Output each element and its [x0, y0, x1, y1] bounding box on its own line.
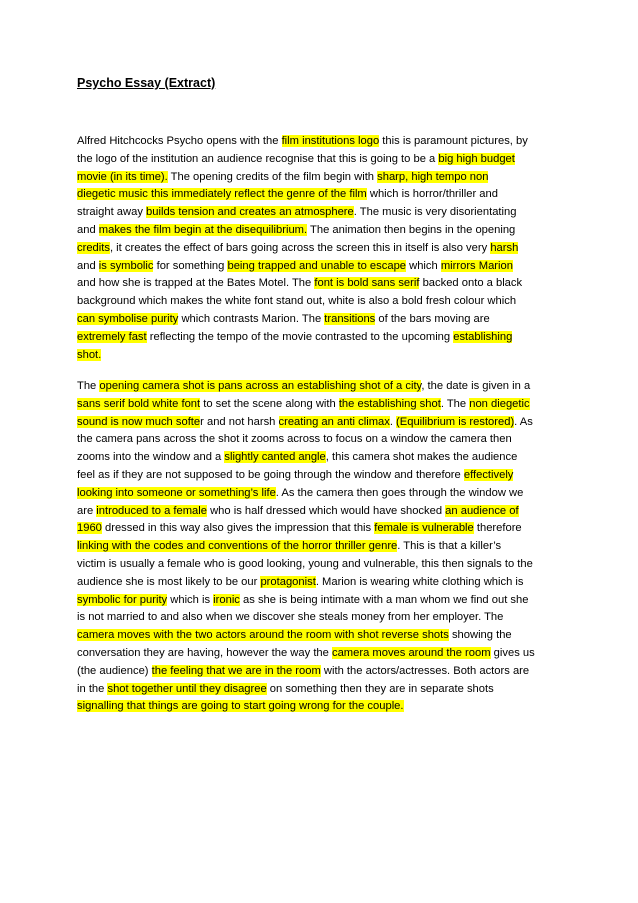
highlighted-text: is symbolic [98, 259, 154, 272]
text-run: as she is being intimate with a man whom we find out she [239, 593, 529, 606]
highlighted-text: female is vulnerable [374, 522, 474, 535]
text-run: with the actors/actresses. Both actors are [320, 664, 530, 677]
text-run: r and not harsh [200, 415, 279, 428]
text-run: for something [153, 259, 228, 272]
highlighted-text: diegetic music this immediately reflect the genre of the film [77, 188, 367, 201]
text-run: showing the [448, 629, 512, 642]
text-run: which contrasts Marion. The [178, 312, 325, 325]
text-line [77, 311, 557, 329]
text-run: which is [167, 593, 214, 606]
highlighted-text: being trapped and unable to escape [227, 259, 407, 272]
text-line [77, 329, 557, 347]
text-line [77, 378, 557, 396]
highlighted-text: font is bold sans serif [314, 277, 420, 290]
text-run: feel as if they are not supposed to be going through the window and therefore [77, 468, 464, 481]
text-run: . The music is very disorientating [353, 206, 517, 219]
text-line [77, 592, 557, 610]
text-line [77, 609, 557, 627]
text-run: . This is that a killer’s [397, 540, 502, 553]
highlighted-text: protagonist [260, 575, 316, 588]
highlighted-text: (Equilibrium is restored) [396, 415, 515, 428]
highlighted-text: camera moves around the room [331, 646, 491, 659]
highlighted-text: transitions [324, 312, 376, 325]
highlighted-text: sans serif bold white font [77, 397, 201, 410]
highlighted-text: sharp, high tempo non [377, 170, 489, 183]
highlighted-text: the establishing shot [338, 397, 441, 410]
highlighted-text: looking into someone or something’s life [77, 486, 276, 499]
text-run: . [389, 415, 397, 428]
text-run: , the date is given in a [421, 380, 531, 392]
text-line [77, 503, 557, 521]
text-run: (the audience) [77, 664, 152, 677]
text-line [77, 275, 557, 293]
text-run: is not married to and also when we discover she steals money from her employer. The [77, 611, 504, 624]
text-run: . As the camera then goes through the window we [275, 486, 524, 499]
highlighted-text: introduced to a female [96, 504, 207, 517]
highlighted-text: film institutions logo [281, 135, 380, 147]
highlighted-text: creating an anti climax [278, 415, 390, 428]
text-run: and [77, 259, 99, 272]
text-line [77, 186, 557, 204]
text-run: The opening credits of the film begin with [167, 170, 378, 183]
highlighted-text: non diegetic [469, 397, 530, 410]
text-run: which [406, 259, 441, 272]
text-run: in the [77, 682, 108, 695]
text-line [77, 574, 557, 592]
highlighted-text: opening camera shot is pans across an establishing shot of a city [99, 380, 422, 392]
text-run: who is half dressed which would have shocked [206, 504, 446, 517]
highlighted-text: can symbolise purity [77, 312, 179, 325]
highlighted-text: movie (in its time). [77, 170, 168, 183]
text-line [77, 520, 557, 538]
text-run: therefore [473, 522, 522, 535]
highlighted-text: makes the film begin at the disequilibrium. [98, 223, 308, 236]
text-run: , it creates the effect of bars going across the screen this in itself is also very [109, 241, 491, 254]
text-line [77, 258, 557, 276]
highlighted-text: slightly canted angle [224, 451, 326, 464]
text-line [77, 151, 557, 169]
highlighted-text: harsh [490, 241, 519, 254]
text-run: . Marion is wearing white clothing which is [315, 575, 524, 588]
text-line [77, 467, 557, 485]
highlighted-text: big high budget [438, 152, 515, 165]
text-run: are [77, 504, 97, 517]
text-line [77, 698, 557, 716]
text-run: on something then they are in separate shots [266, 682, 494, 695]
highlighted-text: camera moves with the two actors around the room with shot reverse shots [77, 629, 449, 642]
text-line [77, 204, 557, 222]
text-line [77, 169, 557, 187]
highlighted-text: mirrors Marion [440, 259, 513, 272]
highlighted-text: an audience of [445, 504, 519, 517]
text-run: audience she is most likely to be our [77, 575, 261, 588]
highlighted-text: shot together until they disagree [107, 682, 267, 695]
text-line [77, 556, 557, 574]
text-run: The animation then begins in the opening [307, 223, 516, 236]
text-run: victim is usually a female who is good looking, young and vulnerable, this then signals to the [77, 557, 533, 570]
highlighted-text: linking with the codes and conventions of the horror thriller genre [77, 540, 398, 553]
text-line [77, 133, 557, 151]
text-run: Alfred Hitchcocks Psycho opens with the [77, 135, 282, 147]
highlighted-text: credits [77, 241, 110, 254]
highlighted-text: builds tension and creates an atmosphere [146, 206, 354, 219]
highlighted-text: sound is now much softe [77, 415, 201, 428]
highlighted-text: effectively [463, 468, 514, 481]
text-run: background which makes the white font stand out, white is also a bold fresh colour which [77, 295, 517, 308]
text-line [77, 538, 557, 556]
text-run: , this camera shot makes the audience [325, 451, 518, 464]
text-line [77, 663, 557, 681]
text-line [77, 485, 557, 503]
text-line [77, 627, 557, 645]
highlighted-text: extremely fast [77, 330, 147, 343]
text-run: and how she is trapped at the Bates Motel. The [77, 277, 315, 290]
text-run: dressed in this way also gives the impression that this [101, 522, 375, 535]
highlighted-text: establishing [453, 330, 513, 343]
paragraph-2 [77, 378, 557, 716]
text-line [77, 645, 557, 663]
text-line [77, 449, 557, 467]
text-run: the camera pans across the shot it zooms across to focus on a window the camera then [77, 433, 512, 446]
text-run: . The [440, 397, 470, 410]
text-line [77, 431, 557, 449]
highlighted-text: shot. [77, 348, 102, 361]
text-run: which is horror/thriller and [366, 188, 498, 201]
paragraph-1 [77, 133, 557, 364]
text-run: reflecting the tempo of the movie contrasted to the upcoming [146, 330, 454, 343]
text-run: straight away [77, 206, 147, 219]
text-line [77, 347, 557, 365]
highlighted-text: signalling that things are going to start going wrong for the couple. [77, 700, 404, 713]
highlighted-text: ironic [213, 593, 240, 606]
text-run: gives us [490, 646, 535, 659]
text-run: The [77, 380, 100, 392]
text-line [77, 681, 557, 699]
text-run: zooms into the window and a [77, 451, 225, 464]
highlighted-text: symbolic for purity [77, 593, 168, 606]
highlighted-text: the feeling that we are in the room [151, 664, 321, 677]
text-run: this is paramount pictures, by [379, 135, 528, 147]
text-line [77, 396, 557, 414]
text-run: of the bars moving are [375, 312, 490, 325]
text-run: conversation they are having, however the way the [77, 646, 332, 659]
text-run: and [77, 223, 99, 236]
text-run: backed onto a black [419, 277, 523, 290]
text-line [77, 222, 557, 240]
text-line [77, 240, 557, 258]
text-line [77, 414, 557, 432]
text-run: the logo of the institution an audience recognise that this is going to be a [77, 152, 439, 165]
text-run: . As [514, 415, 533, 428]
essay-title: Psycho Essay (Extract) [77, 76, 216, 90]
text-run: to set the scene along with [200, 397, 339, 410]
text-line [77, 293, 557, 311]
highlighted-text: 1960 [77, 522, 102, 535]
